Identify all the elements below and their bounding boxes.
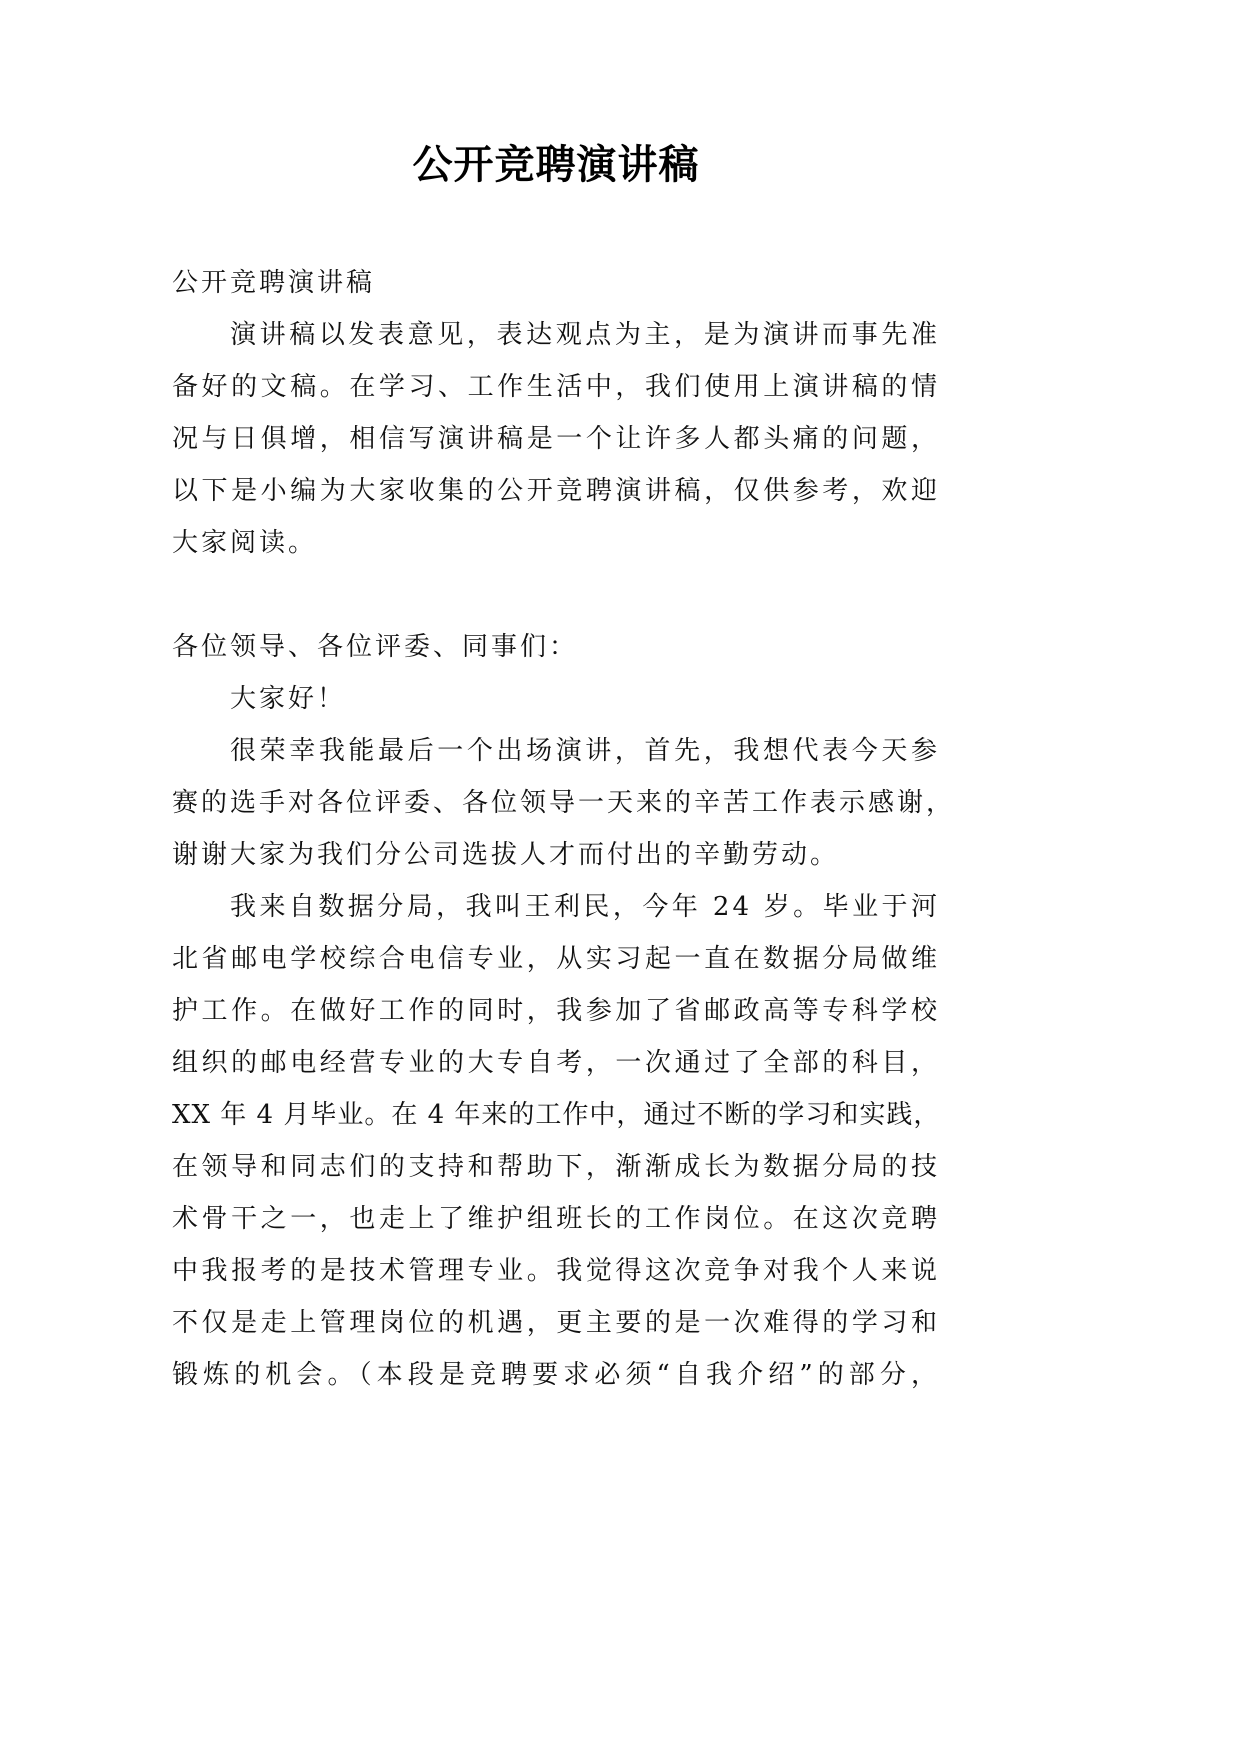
text-line: 护工作。在做好工作的同时，我参加了省邮政高等专科学校: [172, 996, 940, 1026]
text-line: 以下是小编为大家收集的公开竞聘演讲稿，仅供参考，欢迎: [172, 476, 940, 506]
text-line: 谢谢大家为我们分公司选拔人才而付出的辛勤劳动。: [172, 840, 840, 870]
paragraph-thanks: [172, 725, 956, 881]
document-title: 公开竞聘演讲稿: [412, 142, 700, 188]
paragraph-spacer: [172, 569, 940, 621]
text-line: 不仅是走上管理岗位的机遇，更主要的是一次难得的学习和: [172, 1308, 940, 1338]
document-body: [172, 257, 956, 1401]
text-line: XX 年 4 月毕业。在 4 年来的工作中，通过不断的学习和实践，: [172, 1100, 941, 1130]
text-line: 中我报考的是技术管理专业。我觉得这次竞争对我个人来说: [172, 1256, 940, 1286]
paragraph-subtitle: [172, 257, 940, 309]
text-line: 况与日俱增，相信写演讲稿是一个让许多人都头痛的问题，: [172, 424, 940, 454]
text-line: 备好的文稿。在学习、工作生活中，我们使用上演讲稿的情: [172, 372, 940, 402]
paragraph-intro: [172, 309, 940, 569]
text-line: 很荣幸我能最后一个出场演讲，首先，我想代表今天参: [230, 736, 940, 766]
text-line: 赛的选手对各位评委、各位领导一天来的辛苦工作表示感谢，: [172, 788, 956, 818]
paragraph-salutation: [172, 621, 940, 673]
text-line: 北省邮电学校综合电信专业，从实习起一直在数据分局做维: [172, 944, 940, 974]
text-line: 公开竞聘演讲稿: [172, 268, 376, 298]
text-line: 锻炼的机会。（本段是竞聘要求必须“自我介绍”的部分，: [172, 1360, 940, 1390]
text-line: 组织的邮电经营专业的大专自考，一次通过了全部的科目，: [172, 1048, 940, 1078]
text-line: 大家好！: [230, 684, 347, 714]
text-line: 各位领导、各位评委、同事们：: [172, 632, 579, 662]
text-line: 术骨干之一，也走上了维护组班长的工作岗位。在这次竞聘: [172, 1204, 940, 1234]
paragraph-self-introduction: [172, 881, 940, 1401]
text-line: 大家阅读。: [172, 528, 318, 558]
paragraph-greeting: [172, 673, 940, 725]
text-line: 演讲稿以发表意见，表达观点为主，是为演讲而事先准: [230, 320, 940, 350]
text-line: 在领导和同志们的支持和帮助下，渐渐成长为数据分局的技: [172, 1152, 940, 1182]
text-line: 我来自数据分局，我叫王利民，今年 24 岁。毕业于河: [230, 892, 940, 922]
